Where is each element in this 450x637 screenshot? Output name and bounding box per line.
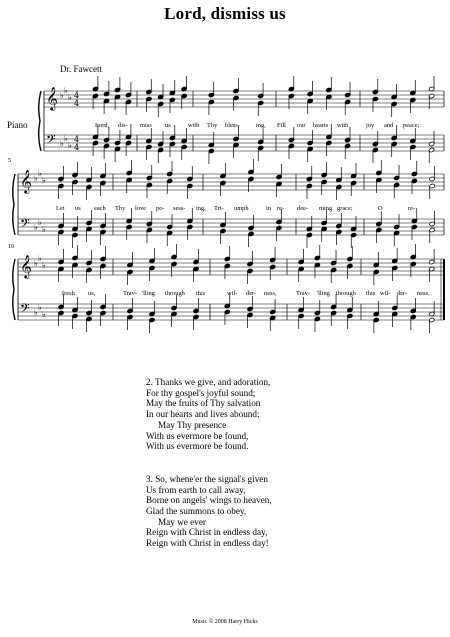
page-title: Lord, dismiss us bbox=[164, 4, 286, 23]
time-signature: 4 bbox=[74, 91, 80, 100]
verse-line: Borne on angels' wings to heaven, bbox=[146, 495, 272, 506]
lyric-syllable: peace; bbox=[403, 122, 420, 129]
system-number: 10 bbox=[8, 244, 14, 250]
flat-sign: ♭ bbox=[34, 308, 38, 317]
lyric-syllable: us, bbox=[88, 290, 96, 297]
lyric-syllable: O bbox=[378, 205, 383, 212]
verse-text: So, whene'er the signal's given bbox=[155, 473, 268, 484]
lyric-syllable: umph bbox=[234, 205, 249, 212]
system-number: 5 bbox=[8, 158, 11, 164]
flat-sign: ♭ bbox=[38, 303, 42, 312]
time-signature: 4 bbox=[74, 143, 80, 152]
lyric-syllable: grace; bbox=[337, 205, 353, 212]
copyright-footer: Music © 2008 Harry Hicks bbox=[192, 619, 258, 625]
verse-line bbox=[146, 377, 272, 388]
verse-line: With us evermore be found. bbox=[146, 441, 249, 452]
flat-sign: ♭ bbox=[68, 141, 72, 150]
verse-line: Us from earth to call away, bbox=[146, 484, 246, 495]
verse-text: Thanks we give, and adoration, bbox=[155, 377, 271, 387]
lyric-syllable: ing, bbox=[196, 205, 206, 212]
verse-line: Reign with Christ in endless day! bbox=[146, 538, 269, 549]
lyric-syllable: joy bbox=[366, 122, 375, 129]
instrument-label: Piano bbox=[7, 120, 28, 130]
flat-sign: ♭ bbox=[60, 139, 64, 148]
lyric-syllable: dee- bbox=[297, 205, 308, 212]
lyric-syllable: ness, bbox=[264, 290, 277, 297]
flat-sign: ♭ bbox=[60, 91, 64, 100]
lyric-syllable: in bbox=[266, 205, 271, 212]
lyric-syllable: ming bbox=[319, 205, 333, 212]
flat-sign: ♭ bbox=[34, 223, 38, 232]
flat-sign: ♭ bbox=[42, 261, 46, 270]
lyric-syllable: 'lling bbox=[142, 290, 155, 297]
flat-sign: ♭ bbox=[38, 218, 42, 227]
lyric-syllable: this bbox=[196, 290, 206, 297]
verses-block bbox=[146, 377, 272, 549]
lyric-syllable: us bbox=[75, 205, 81, 212]
composer-credit: Dr. Fawcett bbox=[60, 64, 102, 74]
verse-line: May Thy presence bbox=[158, 419, 227, 430]
lyric-syllable: der- bbox=[246, 290, 257, 297]
lyric-syllable: re- bbox=[277, 205, 285, 212]
verse-3 bbox=[146, 474, 272, 549]
flat-sign: ♭ bbox=[64, 134, 68, 143]
lyric-syllable: through bbox=[165, 290, 185, 297]
lyric-syllable: bless- bbox=[225, 122, 240, 129]
lyric-syllable: with bbox=[337, 122, 349, 129]
flat-sign: ♭ bbox=[68, 93, 72, 102]
lyric-syllable: der- bbox=[397, 290, 408, 297]
lyric-syllable: each bbox=[94, 205, 106, 212]
lyric-syllable: 'lling bbox=[317, 290, 330, 297]
verse-line: With us evermore be found, bbox=[146, 430, 249, 441]
lyric-syllable: with bbox=[188, 122, 200, 129]
flat-sign: ♭ bbox=[34, 174, 38, 183]
verse-line: Glad the summons to obey, bbox=[146, 506, 247, 517]
lyric-syllable: re- bbox=[408, 205, 416, 212]
lyric-syllable: Lord, bbox=[95, 122, 110, 129]
treble-clef: 𝄞 bbox=[46, 86, 58, 110]
lyric-syllable: ness. bbox=[417, 290, 430, 297]
flat-sign: ♭ bbox=[38, 169, 42, 178]
lyric-syllable: wil- bbox=[227, 290, 238, 297]
time-signature: 4 bbox=[74, 99, 80, 108]
lyric-syllable: this bbox=[366, 290, 376, 297]
verse-line: Reign with Christ in endless day, bbox=[146, 527, 268, 538]
treble-clef: 𝄞 bbox=[20, 254, 32, 278]
verse-line: In our hearts and lives abound; bbox=[146, 409, 260, 420]
verse-line: May the fruits of Thy salvation bbox=[146, 398, 261, 409]
bass-clef: 𝄢 bbox=[20, 216, 30, 234]
verse-line: May we ever bbox=[158, 516, 206, 527]
lyric-syllable: po- bbox=[156, 205, 165, 212]
lyric-syllable: through bbox=[336, 290, 356, 297]
lyric-syllable: hearts bbox=[313, 122, 329, 129]
flat-sign: ♭ bbox=[42, 176, 46, 185]
flat-sign: ♭ bbox=[42, 310, 46, 319]
flat-sign: ♭ bbox=[42, 225, 46, 234]
lyric-syllable: Fill bbox=[277, 122, 286, 129]
flat-sign: ♭ bbox=[38, 254, 42, 263]
lyric-syllable: Trav- bbox=[123, 290, 137, 297]
flat-sign: ♭ bbox=[64, 86, 68, 95]
lyric-syllable: love bbox=[135, 205, 147, 212]
lyric-syllable: fresh bbox=[62, 290, 75, 297]
brace bbox=[13, 259, 15, 320]
lyric-syllable: ing, bbox=[256, 122, 266, 129]
lyric-syllable: Let bbox=[56, 205, 65, 212]
time-signature: 4 bbox=[74, 135, 80, 144]
bass-clef: 𝄢 bbox=[46, 132, 56, 150]
brace bbox=[39, 91, 41, 151]
verse-2 bbox=[146, 377, 272, 452]
verse-line: For thy gospel's joyful sound; bbox=[146, 387, 256, 398]
verse-number: 3. bbox=[146, 473, 153, 484]
brace bbox=[13, 174, 15, 235]
lyric-syllable: Thy bbox=[115, 205, 126, 212]
lyric-syllable: dis- bbox=[118, 122, 128, 129]
verse-line bbox=[146, 474, 272, 485]
verse-number: 2. bbox=[146, 377, 153, 387]
treble-clef: 𝄞 bbox=[20, 169, 32, 193]
lyric-syllable: our bbox=[297, 122, 306, 129]
flat-sign: ♭ bbox=[34, 259, 38, 268]
lyric-syllable: Thy bbox=[207, 122, 218, 129]
bass-clef: 𝄢 bbox=[20, 301, 30, 319]
lyric-syllable: Tri- bbox=[214, 205, 224, 212]
lyric-syllable: sess- bbox=[173, 205, 186, 212]
lyric-syllable: Trav- bbox=[296, 290, 310, 297]
lyric-syllable: wil- bbox=[380, 290, 391, 297]
lyric-syllable: miss bbox=[140, 122, 152, 129]
lyric-syllable: and bbox=[384, 122, 394, 129]
lyric-syllable: us bbox=[165, 122, 171, 129]
